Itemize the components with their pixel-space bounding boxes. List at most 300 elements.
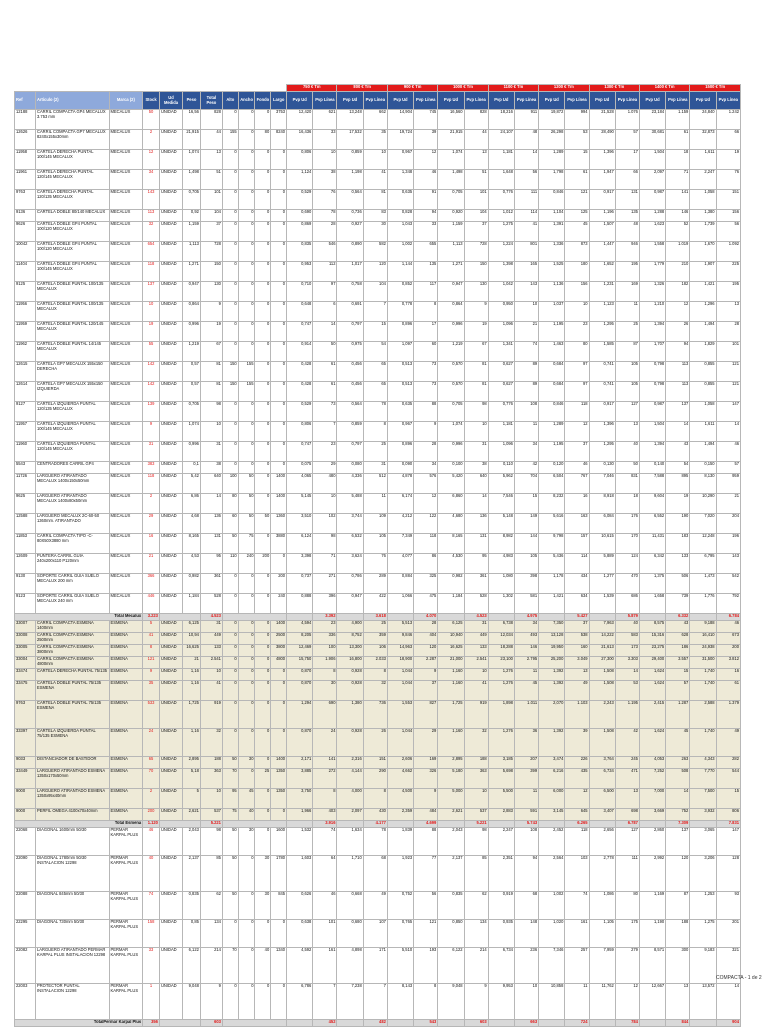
unit-cell: UNIDAD — [159, 729, 182, 757]
ref-cell: 9000 — [15, 809, 36, 821]
table-row[interactable] — [15, 594, 741, 614]
col-depth: Fondo — [255, 92, 271, 110]
pvp-ud-cell: 1,392 — [539, 681, 565, 701]
pvp-ud-cell: 2,778 — [589, 856, 615, 892]
pvp-ud-cell: 1,012 — [488, 210, 514, 222]
col-width: Ancho — [238, 92, 255, 110]
pvp-line-cell: 399 — [514, 769, 538, 789]
pvp-ud-cell: 8,575 — [639, 621, 665, 633]
brand-cell: MECALUX — [109, 342, 143, 362]
pvp-line-cell: 321 — [716, 948, 740, 984]
pvp-line-cell: 170 — [615, 534, 639, 554]
col-ref: Ref — [15, 92, 36, 110]
pvp-ud-cell: 0,828 — [387, 210, 413, 222]
stock-cell: 50 — [143, 110, 160, 130]
pvp-line-cell: 210 — [666, 262, 690, 282]
stock-cell: 533 — [143, 701, 160, 729]
brand-cell: PERMAR KARPAL PLUS — [109, 856, 143, 892]
total-price-cell: 5.879 — [615, 614, 639, 621]
article-cell: SOPORTE CARRIL GUIA SUELO MECALUX 200 mm — [36, 574, 110, 594]
pvp-line-cell: 157 — [565, 534, 589, 554]
pvp-ud-cell: 0,758 — [337, 282, 363, 302]
depth-cell: 0 — [255, 633, 271, 645]
pvp-ud-cell: 1,136 — [539, 282, 565, 302]
col-stock: Stock — [143, 92, 160, 110]
total-spacer — [159, 614, 200, 621]
pvp-line-cell: 16 — [716, 669, 740, 681]
pvp-ud-cell: 7,252 — [639, 769, 665, 789]
width-cell: 0 — [238, 190, 255, 210]
unit-cell: UNIDAD — [159, 222, 182, 242]
pvp-line-cell: 544 — [716, 769, 740, 789]
table-row[interactable] — [15, 514, 741, 534]
pvp-line-cell: 9 — [414, 789, 438, 809]
total-price-cell — [639, 821, 665, 828]
brand-cell: MECALUX — [109, 362, 143, 382]
pvp-line-cell: 57 — [666, 681, 690, 701]
total-weight-cell: 4.523 — [200, 614, 222, 621]
table-row[interactable] — [15, 574, 741, 594]
pvp-ud-cell: 5,698 — [488, 769, 514, 789]
table-row[interactable] — [15, 150, 741, 170]
depth-cell: 0 — [255, 494, 271, 514]
article-cell: CARTELA DERECHA PUNTAL 100/145 MECALUX — [36, 150, 110, 170]
table-row[interactable] — [15, 494, 741, 514]
table-row[interactable] — [15, 828, 741, 856]
pvp-line-cell: 57 — [615, 130, 639, 150]
depth-cell: 0 — [255, 809, 271, 821]
depth-cell: 0 — [255, 681, 271, 701]
height-cell: 80 — [222, 494, 238, 514]
pvp-line-cell: 60 — [414, 342, 438, 362]
pvp-ud-cell: 1,096 — [488, 322, 514, 342]
article-cell: CARTELA DOBLE PUNTAL 75/135 ESMENA — [36, 701, 110, 729]
pvp-line-cell: 56 — [716, 222, 740, 242]
pvp-ud-cell: 0,919 — [488, 892, 514, 920]
table-row[interactable] — [15, 222, 741, 242]
total-weight-cell: 188 — [200, 757, 222, 769]
length-cell: 3753 — [271, 110, 287, 130]
weight-cell: 0,864 — [183, 302, 201, 322]
total-price-cell — [690, 1020, 716, 1027]
total-weight-cell: 150 — [200, 262, 222, 282]
pvp-ud-cell: 7,959 — [589, 948, 615, 984]
stock-cell: 1 — [143, 984, 160, 1020]
table-row[interactable] — [15, 170, 741, 190]
pvp-line-cell: 31 — [464, 442, 488, 462]
pvp-line-cell: 111 — [514, 190, 538, 210]
table-row[interactable] — [15, 402, 741, 422]
pvp-line-cell: 745 — [414, 110, 438, 130]
pvp-line-cell: 89 — [514, 362, 538, 382]
stock-cell: 9 — [143, 422, 160, 442]
pvp-line-cell: 147 — [716, 828, 740, 856]
width-cell: 0 — [238, 210, 255, 222]
pvp-line-cell: 114 — [514, 210, 538, 222]
pvp-ud-cell: 0,130 — [589, 462, 615, 474]
pvp-ud-cell: 1,296 — [690, 302, 716, 322]
pvp-line-cell: 65 — [363, 382, 387, 402]
width-cell: 0 — [238, 302, 255, 322]
table-row[interactable] — [15, 633, 741, 645]
pvp-ud-cell: 0,967 — [387, 422, 413, 442]
pvp-line-cell: 21 — [716, 494, 740, 514]
pvp-ud-cell: 0,987 — [639, 190, 665, 210]
pvp-ud-cell: 1,652 — [589, 262, 615, 282]
pvp-ud-cell: 2,247 — [488, 828, 514, 856]
pvp-line-cell: 2.541 — [464, 657, 488, 669]
unit-cell: UNIDAD — [159, 892, 182, 920]
article-cell: CARRIL COMPACTA ESMENA 2500mm — [36, 633, 110, 645]
pvp-line-cell: 143 — [716, 554, 740, 574]
pvp-ud-cell: 4,053 — [639, 757, 665, 769]
width-cell: 240 — [238, 554, 255, 574]
pvp-ud-cell: 1,160 — [438, 729, 464, 757]
col-pvp-line: Pvp Línea — [615, 92, 639, 110]
brand-cell: ESMENA — [109, 669, 143, 681]
pvp-line-cell: 33 — [414, 222, 438, 242]
pvp-line-cell: 131 — [615, 190, 639, 210]
pvp-ud-cell: 1,181 — [488, 150, 514, 170]
pvp-ud-cell: 6,500 — [589, 789, 615, 809]
brand-cell: MECALUX — [109, 514, 143, 534]
pvp-ud-cell: 0,798 — [639, 362, 665, 382]
pvp-line-cell: 105 — [514, 554, 538, 574]
table-row[interactable] — [15, 892, 741, 920]
table-row[interactable] — [15, 282, 741, 302]
height-cell: 70 — [222, 948, 238, 984]
pvp-ud-cell: 1,044 — [387, 729, 413, 757]
pvp-ud-cell: 1,740 — [690, 681, 716, 701]
unit-cell: UNIDAD — [159, 657, 182, 669]
weight-cell: 4,53 — [183, 554, 201, 574]
total-weight-cell: 449 — [200, 633, 222, 645]
total-weight-cell: 10 — [200, 422, 222, 442]
pvp-ud-cell: 2,171 — [287, 757, 313, 769]
table-row[interactable] — [15, 809, 741, 821]
height-cell: 0 — [222, 242, 238, 262]
pvp-line-cell: 141 — [666, 190, 690, 210]
pvp-line-cell: 30 — [363, 222, 387, 242]
pvp-ud-cell: 12,469 — [287, 645, 313, 657]
pvp-line-cell: 40 — [615, 621, 639, 633]
total-stock-cell: 1.120 — [143, 821, 160, 828]
pvp-line-cell: 65 — [363, 362, 387, 382]
pvp-line-cell: 156 — [716, 210, 740, 222]
table-row[interactable] — [15, 681, 741, 701]
pvp-line-cell: 359 — [363, 633, 387, 645]
table-row[interactable] — [15, 210, 741, 222]
total-price-cell — [438, 1020, 464, 1027]
weight-cell: 9,048 — [183, 984, 201, 1020]
table-row[interactable] — [15, 645, 741, 657]
pvp-line-cell: 528 — [464, 594, 488, 614]
pvp-ud-cell: 8,982 — [488, 534, 514, 554]
table-row[interactable] — [15, 474, 741, 494]
unit-cell: UNIDAD — [159, 920, 182, 948]
pvp-ud-cell: 1,123 — [589, 302, 615, 322]
col-pvp-ud: Pvp Ud — [539, 92, 565, 110]
pvp-ud-cell: 6,795 — [690, 554, 716, 574]
weight-cell: 1,074 — [183, 422, 201, 442]
table-row[interactable] — [15, 110, 741, 130]
pvp-line-cell: 118 — [565, 402, 589, 422]
pvp-ud-cell: 19,950 — [539, 645, 565, 657]
pvp-line-cell: 46 — [716, 621, 740, 633]
ref-cell: 33005 — [15, 645, 36, 657]
pvp-line-cell: 143 — [514, 282, 538, 302]
stock-cell: 40 — [143, 856, 160, 892]
total-weight-cell: 363 — [200, 769, 222, 789]
pvp-ud-cell: 4,898 — [337, 948, 363, 984]
table-row[interactable] — [15, 948, 741, 984]
pvp-ud-cell: 1,447 — [589, 242, 615, 262]
pvp-line-cell: 196 — [716, 534, 740, 554]
pvp-ud-cell: 0,859 — [337, 422, 363, 442]
article-cell: CARTELA DOBLE 80/140 MECALUX — [36, 210, 110, 222]
table-row[interactable] — [15, 422, 741, 442]
col-pvp-ud: Pvp Ud — [387, 92, 413, 110]
pvp-ud-cell: 1,104 — [539, 210, 565, 222]
article-cell: DIAGONAL 845mm 50/30 — [36, 892, 110, 920]
height-cell: 0 — [222, 210, 238, 222]
article-cell: CARTELA DOBLE PUNTAL 75/135 ESMENA — [36, 681, 110, 701]
pvp-line-cell: 11 — [514, 422, 538, 442]
table-row[interactable] — [15, 534, 741, 554]
pvp-line-cell: 133 — [464, 645, 488, 657]
pvp-ud-cell: 1,380 — [690, 210, 716, 222]
pvp-line-cell: 18 — [615, 494, 639, 514]
ref-cell: 12626 — [15, 130, 36, 150]
unit-cell: UNIDAD — [159, 828, 182, 856]
price-tier-header: 1500 € Tm — [690, 85, 741, 92]
table-row[interactable] — [15, 669, 741, 681]
table-row[interactable] — [15, 789, 741, 809]
pvp-line-cell: 23 — [313, 621, 337, 633]
table-row[interactable] — [15, 701, 741, 729]
stock-cell: 33 — [143, 948, 160, 984]
total-spacer — [222, 614, 286, 621]
pvp-ud-cell: 0,953 — [287, 262, 313, 282]
pvp-ud-cell: 1,231 — [589, 282, 615, 302]
depth-cell: 0 — [255, 282, 271, 302]
pvp-ud-cell: 1,707 — [639, 342, 665, 362]
pvp-ud-cell: 0,870 — [287, 729, 313, 757]
brand-cell: ESMENA — [109, 757, 143, 769]
depth-cell: 0 — [255, 110, 271, 130]
width-cell: 0 — [238, 984, 255, 1020]
pvp-ud-cell: 6,552 — [639, 514, 665, 534]
length-cell: 0 — [271, 681, 287, 701]
weight-cell: 1,184 — [183, 594, 201, 614]
stock-cell: 31 — [143, 442, 160, 462]
table-row[interactable] — [15, 190, 741, 210]
width-cell: 50 — [238, 474, 255, 494]
pvp-line-cell: 114 — [565, 554, 589, 574]
pvp-ud-cell: 1,058 — [690, 402, 716, 422]
height-cell: 0 — [222, 170, 238, 190]
col-height: Alto — [222, 92, 238, 110]
table-row[interactable] — [15, 657, 741, 669]
pvp-line-cell: 67 — [464, 342, 488, 362]
table-row[interactable] — [15, 442, 741, 462]
height-cell: 0 — [222, 402, 238, 422]
weight-cell: 6,86 — [183, 494, 201, 514]
pvp-line-cell: 87 — [666, 892, 690, 920]
table-row[interactable] — [15, 262, 741, 282]
pvp-line-cell: 895 — [666, 474, 690, 494]
width-cell: 0 — [238, 669, 255, 681]
total-label: Total Esmena — [15, 821, 143, 828]
table-row[interactable] — [15, 322, 741, 342]
total-spacer — [222, 821, 286, 828]
ref-cell: 11960 — [15, 442, 36, 462]
table-row[interactable] — [15, 554, 741, 574]
total-weight-cell: 2.541 — [200, 657, 222, 669]
pvp-ud-cell: 1,508 — [589, 681, 615, 701]
unit-cell: UNIDAD — [159, 190, 182, 210]
pvp-line-cell: 124 — [615, 554, 639, 574]
article-cell: CARTELA DOBLE GP4 PUNTAL 100/120 MECALUX — [36, 242, 110, 262]
article-cell: LARGUERO ATIRANTADO ESMENA 1350x95x40mm — [36, 789, 110, 809]
ref-cell: 11959 — [15, 322, 36, 342]
unit-cell: UNIDAD — [159, 789, 182, 809]
pvp-line-cell: 546 — [313, 242, 337, 262]
width-cell: 50 — [238, 494, 255, 514]
height-cell: 0 — [222, 984, 238, 1020]
pvp-ud-cell: 26,298 — [539, 130, 565, 150]
pvp-ud-cell: 17,532 — [337, 130, 363, 150]
pvp-line-cell: 156 — [565, 282, 589, 302]
total-weight-cell: 67 — [200, 342, 222, 362]
ref-cell: 12588 — [15, 514, 36, 534]
brand-cell: MECALUX — [109, 422, 143, 442]
pvp-ud-cell: 14,904 — [387, 110, 413, 130]
depth-cell: 0 — [255, 701, 271, 729]
total-price-cell: 6.787 — [615, 821, 639, 828]
pvp-line-cell: 1.159 — [666, 110, 690, 130]
weight-cell: 5,42 — [183, 474, 201, 494]
length-cell: 1340 — [271, 948, 287, 984]
weight-cell: 1,725 — [183, 701, 201, 729]
table-row[interactable] — [15, 984, 741, 1020]
pvp-ud-cell: 9,188 — [690, 621, 716, 633]
unit-cell: UNIDAD — [159, 757, 182, 769]
unit-cell: UNIDAD — [159, 474, 182, 494]
table-row[interactable] — [15, 621, 741, 633]
pvp-ud-cell: 0,747 — [287, 442, 313, 462]
table-row[interactable] — [15, 856, 741, 892]
pvp-ud-cell: 1,525 — [539, 262, 565, 282]
table-row[interactable] — [15, 769, 741, 789]
table-row[interactable] — [15, 462, 741, 474]
pvp-line-cell: 831 — [615, 474, 639, 494]
pvp-line-cell: 10 — [313, 494, 337, 514]
pvp-line-cell: 34 — [414, 462, 438, 474]
pvp-ud-cell: 0,075 — [287, 462, 313, 474]
pvp-ud-cell: 6,216 — [539, 769, 565, 789]
table-row[interactable] — [15, 242, 741, 262]
pvp-ud-cell: 3,624 — [337, 554, 363, 574]
pvp-line-cell: 1.379 — [716, 701, 740, 729]
pvp-line-cell: 144 — [514, 534, 538, 554]
pvp-ud-cell: 2,351 — [488, 856, 514, 892]
length-cell: 0 — [271, 422, 287, 442]
stock-cell: 383 — [143, 462, 160, 474]
pvp-ud-cell: 27,300 — [589, 657, 615, 669]
pvp-line-cell: 71 — [313, 554, 337, 574]
total-weight-cell: 104 — [200, 210, 222, 222]
weight-cell: 0,947 — [183, 282, 201, 302]
pvp-ud-cell: 0,747 — [287, 322, 313, 342]
pvp-ud-cell: 7,346 — [539, 948, 565, 984]
pvp-line-cell: 195 — [716, 282, 740, 302]
table-row[interactable] — [15, 342, 741, 362]
height-cell: 70 — [222, 769, 238, 789]
pvp-ud-cell: 7,238 — [337, 984, 363, 1020]
pvp-line-cell: 48 — [514, 130, 538, 150]
table-row[interactable] — [15, 362, 741, 382]
table-row[interactable] — [15, 382, 741, 402]
pvp-line-cell: 591 — [514, 809, 538, 821]
pvp-ud-cell: 3,744 — [337, 514, 363, 534]
table-row[interactable] — [15, 302, 741, 322]
pvp-line-cell: 7 — [313, 422, 337, 442]
pvp-line-cell: 54 — [363, 342, 387, 362]
table-row[interactable] — [15, 757, 741, 769]
article-cell: CARRIL COMPACTA ESMENA 4800mm — [36, 657, 110, 669]
pvp-line-cell: 28 — [414, 442, 438, 462]
length-cell: 200 — [271, 574, 287, 594]
pvp-line-cell: 34 — [514, 442, 538, 462]
table-row[interactable] — [15, 729, 741, 757]
total-price-cell — [287, 614, 313, 621]
pvp-line-cell: 655 — [414, 242, 438, 262]
pvp-line-cell: 71 — [666, 170, 690, 190]
ref-cell: 9625 — [15, 494, 36, 514]
pvp-line-cell: 136 — [464, 514, 488, 534]
weight-cell: 0,1 — [183, 462, 201, 474]
pvp-line-cell: 186 — [666, 645, 690, 657]
pvp-line-cell: 32 — [363, 681, 387, 701]
length-cell: 0 — [271, 984, 287, 1020]
table-row[interactable] — [15, 130, 741, 150]
pvp-ud-cell: 15,316 — [639, 633, 665, 645]
width-cell: 0 — [238, 222, 255, 242]
pvp-line-cell: 225 — [716, 262, 740, 282]
brand-cell: PERMAR KARPAL PLUS — [109, 892, 143, 920]
unit-cell: UNIDAD — [159, 633, 182, 645]
total-spacer — [222, 1020, 286, 1027]
pvp-line-cell: 512 — [363, 474, 387, 494]
total-price-cell: 724 — [565, 1020, 589, 1027]
length-cell: 0 — [271, 554, 287, 574]
col-pvp-ud: Pvp Ud — [488, 92, 514, 110]
height-cell: 0 — [222, 633, 238, 645]
height-cell: 0 — [222, 282, 238, 302]
weight-cell: 8,165 — [183, 534, 201, 554]
total-price-cell: 6.784 — [716, 614, 740, 621]
width-cell: 155 — [238, 382, 255, 402]
pvp-ud-cell: 7,350 — [539, 621, 565, 633]
brand-cell: ESMENA — [109, 789, 143, 809]
table-row[interactable] — [15, 920, 741, 948]
pvp-ud-cell: 1,198 — [337, 170, 363, 190]
pvp-ud-cell: 1,508 — [589, 729, 615, 757]
article-cell: CARRIL COMPACTA ESMENA 3800mm — [36, 645, 110, 657]
pvp-ud-cell: 0,850 — [438, 920, 464, 948]
pvp-ud-cell: 0,705 — [438, 190, 464, 210]
